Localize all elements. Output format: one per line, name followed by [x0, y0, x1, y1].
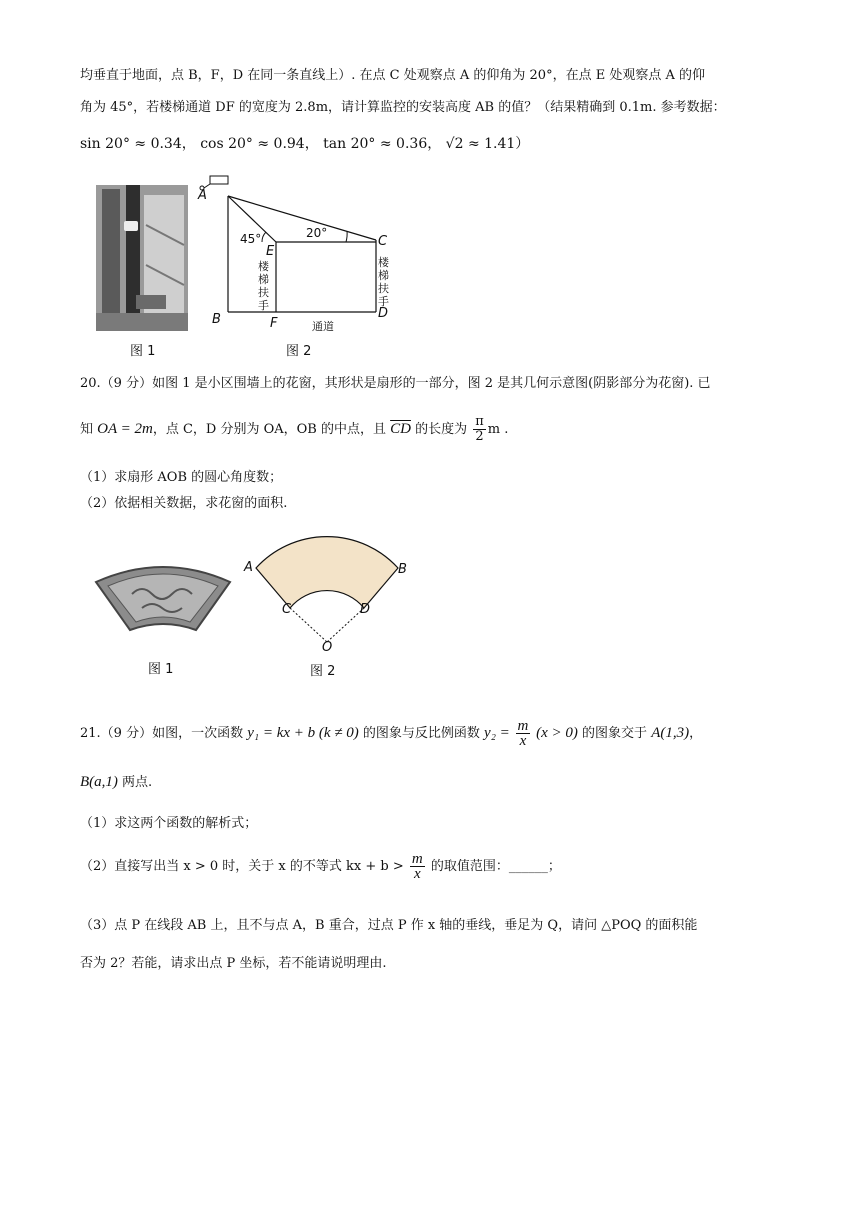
q21-text-line2 — [80, 774, 152, 791]
q20-mid: ，点 C，D 分别为 OA，OB 的中点，且 — [152, 422, 391, 437]
q20-label-C: C — [282, 602, 292, 617]
q21-line2-text: 两点. — [117, 775, 153, 790]
q20-label-D: D — [360, 602, 371, 617]
label-B: B — [212, 312, 221, 327]
q21-sub2 — [80, 852, 561, 882]
q20-window-photo — [92, 560, 234, 636]
q20-fig2-caption: 图 2 — [310, 664, 336, 679]
q21-sub2-frac-den: x — [413, 866, 421, 882]
q20-fig1-caption: 图 1 — [148, 662, 174, 677]
q21-sub2-fraction — [410, 852, 425, 881]
q19-fig2-caption: 图 2 — [286, 344, 312, 359]
passage-label: 通道 — [312, 320, 334, 333]
q20-sector-diagram — [240, 530, 410, 650]
q20-fraction — [473, 415, 486, 444]
q21-sub2-frac-num: m — [411, 851, 423, 867]
label-F: F — [270, 316, 278, 331]
q21-text-line1 — [80, 716, 702, 751]
q21-sub2-a: （2）直接写出当 x > 0 时，关于 x 的不等式 kx + b > — [80, 859, 408, 874]
label-C: C — [378, 234, 388, 249]
q20-arc-cd: $\overline{CD}$ — [390, 421, 411, 437]
label-E: E — [266, 244, 275, 259]
q20-frac-num: π — [475, 414, 484, 429]
q21-y2: y₂ = — [484, 725, 514, 741]
q19-geometry-diagram — [196, 172, 406, 332]
stair-handrail-left-label: 楼梯扶手 — [258, 260, 269, 312]
q21-point-A: A(1,3) — [651, 725, 690, 741]
q21-sub3-line2: 否为 2？若能，请求出点 P 坐标，若不能请说明理由. — [80, 956, 387, 971]
q21-point-B: B(a,1) — [80, 774, 118, 790]
q21-line1-d: ， — [689, 726, 703, 741]
q21-frac-num: m — [517, 718, 529, 734]
q21-domain: (x > 0) — [532, 725, 578, 741]
q20-label-A: A — [244, 560, 253, 575]
q21-fraction — [516, 719, 531, 748]
q20-text-line2 — [80, 414, 508, 445]
q20-end: m . — [487, 422, 509, 437]
label-D: D — [378, 306, 389, 321]
angle-45-label: 45° — [240, 232, 262, 246]
q19-text-line2: 角为 45°，若楼梯通道 DF 的宽度为 2.8m，请计算监控的安装高度 AB 的值？（结果精确到 0.1m. 参考数据： — [80, 100, 726, 115]
q21-sub2-b: 的取值范围：______； — [426, 859, 561, 874]
q20-label-B: B — [398, 562, 407, 577]
q20-sub2: （2）依据相关数据，求花窗的面积. — [80, 496, 288, 511]
q19-photo-figure — [96, 185, 188, 331]
q20-frac-den: 2 — [475, 429, 484, 444]
q21-linear-function: y₁ = kx + b (k ≠ 0) — [247, 725, 359, 741]
camera-icon — [124, 221, 138, 231]
q20-sub1: （1）求扇形 AOB 的圆心角度数； — [80, 470, 283, 485]
q19-text-line1: 均垂直于地面，点 B，F，D 在同一条直线上）. 在点 C 处观察点 A 的仰角为 20°，在点 E 处观察点 A 的仰 — [80, 68, 705, 83]
q20-prefix: 知 — [80, 422, 98, 437]
angle-20-label: 20° — [306, 226, 328, 240]
q21-sub1: （1）求这两个函数的解析式； — [80, 816, 258, 831]
q21-frac-den: x — [519, 733, 527, 749]
q21-line1-b: 的图象与反比例函数 — [358, 726, 485, 741]
q19-reference-data: sin 20° ≈ 0.34， cos 20° ≈ 0.94， tan 20° ≈ 0.36， √2 ≈ 1.41） — [80, 136, 530, 152]
q19-fig1-caption: 图 1 — [130, 344, 156, 359]
q20-oa-eq: OA = 2m — [97, 421, 153, 437]
q20-label-O: O — [322, 640, 333, 655]
q20-mid2: 的长度为 — [410, 422, 472, 437]
q21-line1-c: 的图象交于 — [577, 726, 652, 741]
q20-text-line1: 20.（9 分）如图 1 是小区围墙上的花窗，其形状是扇形的一部分，图 2 是其几何示意图(阴影部分为花窗). 已 — [80, 376, 711, 391]
stair-handrail-right-label: 楼梯扶手 — [378, 256, 389, 308]
q21-line1-a: 21.（9 分）如图，一次函数 — [80, 726, 248, 741]
label-A: A — [198, 188, 207, 203]
q21-sub3-line1: （3）点 P 在线段 AB 上，且不与点 A，B 重合，过点 P 作 x 轴的垂线，垂足为 Q，请问 △POQ 的面积能 — [80, 918, 698, 933]
